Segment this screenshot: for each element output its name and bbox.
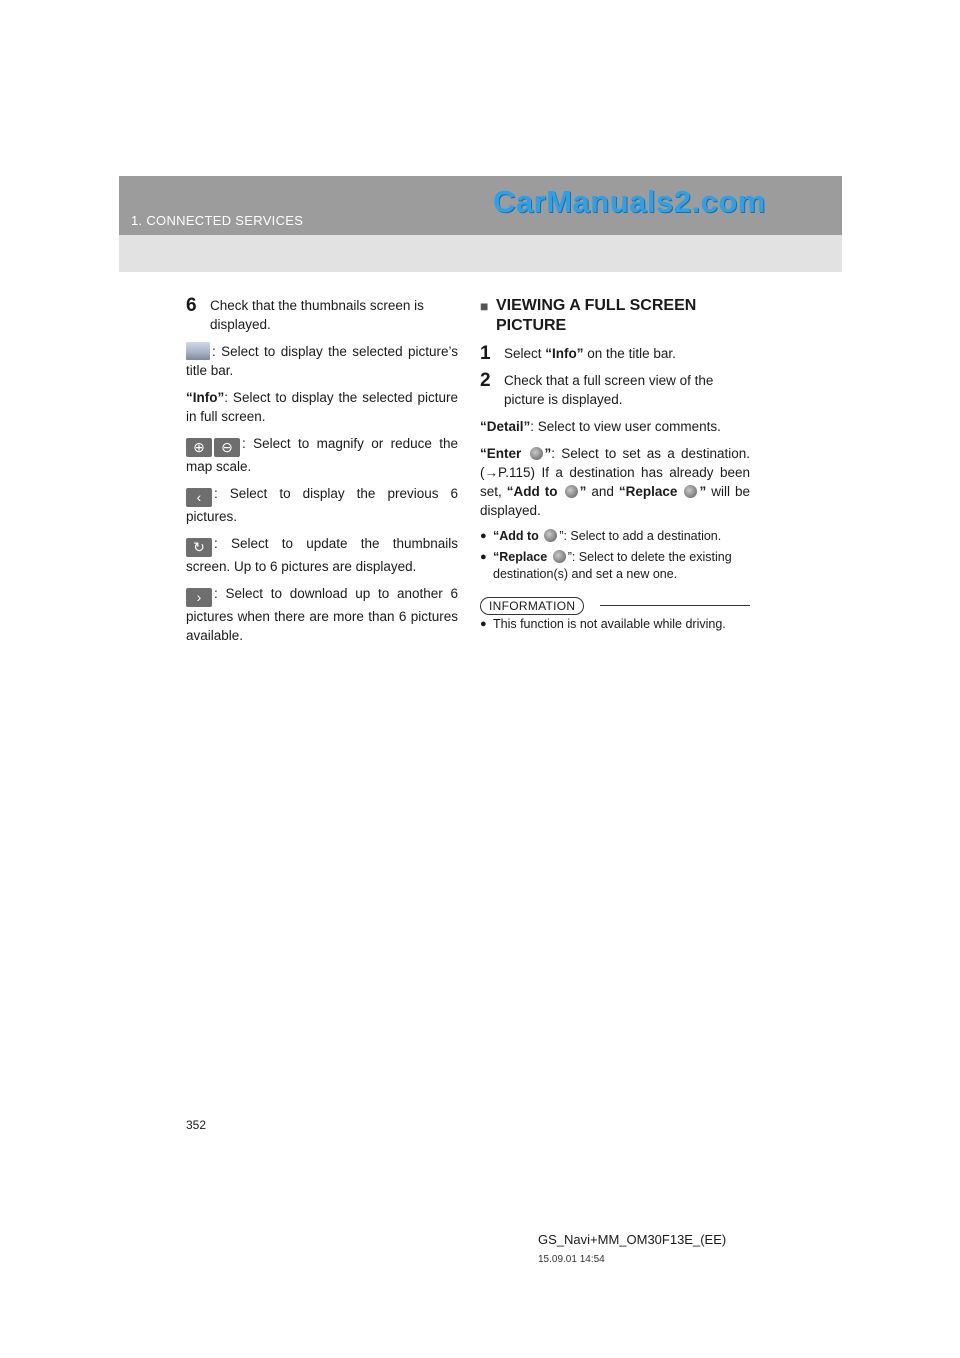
refresh-desc: : Select to update the thumbnails screen. Up to 6 pictures are displayed. <box>186 536 458 574</box>
destination-icon <box>565 485 578 498</box>
bullet-text <box>493 549 750 583</box>
destination-icon <box>553 550 566 563</box>
step1-pre: Select <box>504 346 546 361</box>
heading-marker: ■ <box>480 298 489 314</box>
information-rule <box>600 605 750 606</box>
enter-desc-a: : Select to set as a destination. (→P.115) If a destination has already been set, <box>480 446 750 499</box>
right-column <box>480 296 750 637</box>
zoom-desc: : Select to magnify or reduce the map scale. <box>186 436 458 474</box>
section-title: 1. CONNECTED SERVICES <box>131 213 304 228</box>
header-sub-band <box>119 235 842 272</box>
destination-icon <box>544 529 557 542</box>
enter-quote-b: ” <box>544 446 552 461</box>
refresh-desc-para <box>186 534 458 576</box>
information-text: This function is not available while driving. <box>493 617 726 631</box>
info-desc-para <box>186 388 458 426</box>
bullet-text <box>493 528 721 545</box>
info-desc: : Select to display the selected picture in full screen. <box>186 390 458 424</box>
bullet2-desc: ”: Select to delete the existing destination(s) and set a new one. <box>493 550 732 581</box>
detail-para <box>480 417 750 436</box>
heading-text: VIEWING A FULL SCREEN PICTURE <box>496 297 697 334</box>
bullet1-quote: “Add to <box>493 529 539 543</box>
prev-desc: : Select to display the previous 6 pictures. <box>186 486 458 524</box>
section-heading <box>480 296 750 336</box>
prev-desc-para <box>186 484 458 526</box>
step1-post: on the title bar. <box>583 346 676 361</box>
bullet-icon: ● <box>480 618 487 630</box>
addto-quote-a: “Add to <box>506 484 558 499</box>
info-quote: “Info” <box>186 390 225 405</box>
photo-desc-para <box>186 342 458 380</box>
picture-icon <box>186 342 210 360</box>
zoom-out-icon: ⊖ <box>214 438 240 457</box>
step-number: 2 <box>480 370 491 391</box>
replace-quote-a: “Replace <box>618 484 678 499</box>
step-2 <box>480 371 750 409</box>
bullet2-quote: “Replace <box>493 550 548 564</box>
bullet1-desc: ”: Select to add a destination. <box>559 529 722 543</box>
addto-quote-b: ” <box>579 484 587 499</box>
and-word: and <box>586 484 619 499</box>
step-1 <box>480 344 750 363</box>
bullet-replace <box>480 549 750 583</box>
page-number: 352 <box>186 1118 207 1132</box>
information-item <box>480 616 750 633</box>
step1-quote: “Info” <box>545 346 584 361</box>
photo-desc: : Select to display the selected picture’s title bar. <box>186 344 458 378</box>
information-label: INFORMATION <box>480 597 584 615</box>
enter-para <box>480 444 750 520</box>
detail-quote: “Detail” <box>480 419 531 434</box>
chevron-right-icon: › <box>186 588 212 607</box>
next-desc-para <box>186 584 458 645</box>
document-date: 15.09.01 14:54 <box>538 1254 605 1265</box>
detail-desc: : Select to view user comments. <box>530 419 721 434</box>
document-code: GS_Navi+MM_OM30F13E_(EE) <box>538 1232 727 1247</box>
refresh-icon: ↻ <box>186 538 212 557</box>
destination-icon <box>530 447 543 460</box>
watermark: CarManuals2.com <box>493 184 766 219</box>
bullet-add-to <box>480 528 750 545</box>
step-6 <box>186 296 458 334</box>
step-text <box>504 344 676 363</box>
left-column <box>186 296 458 653</box>
zoom-in-icon: ⊕ <box>186 438 212 457</box>
bullet-icon: ● <box>480 551 487 563</box>
header-band <box>119 176 842 235</box>
enter-quote-a: “Enter <box>480 446 522 461</box>
zoom-desc-para <box>186 434 458 476</box>
step-text: Check that the thumbnails screen is displayed. <box>210 298 424 332</box>
chevron-left-icon: ‹ <box>186 488 212 507</box>
step-text: Check that a full screen view of the picture is displayed. <box>504 373 714 407</box>
step-number: 6 <box>186 295 197 316</box>
bullet-icon: ● <box>480 530 487 542</box>
step-number: 1 <box>480 343 491 364</box>
destination-icon <box>684 485 697 498</box>
next-desc: : Select to download up to another 6 pictures when there are more than 6 pictures available. <box>186 586 458 643</box>
replace-quote-b: ” <box>699 484 707 499</box>
enter-desc-b: will be displayed. <box>480 484 750 518</box>
information-box <box>480 597 750 633</box>
